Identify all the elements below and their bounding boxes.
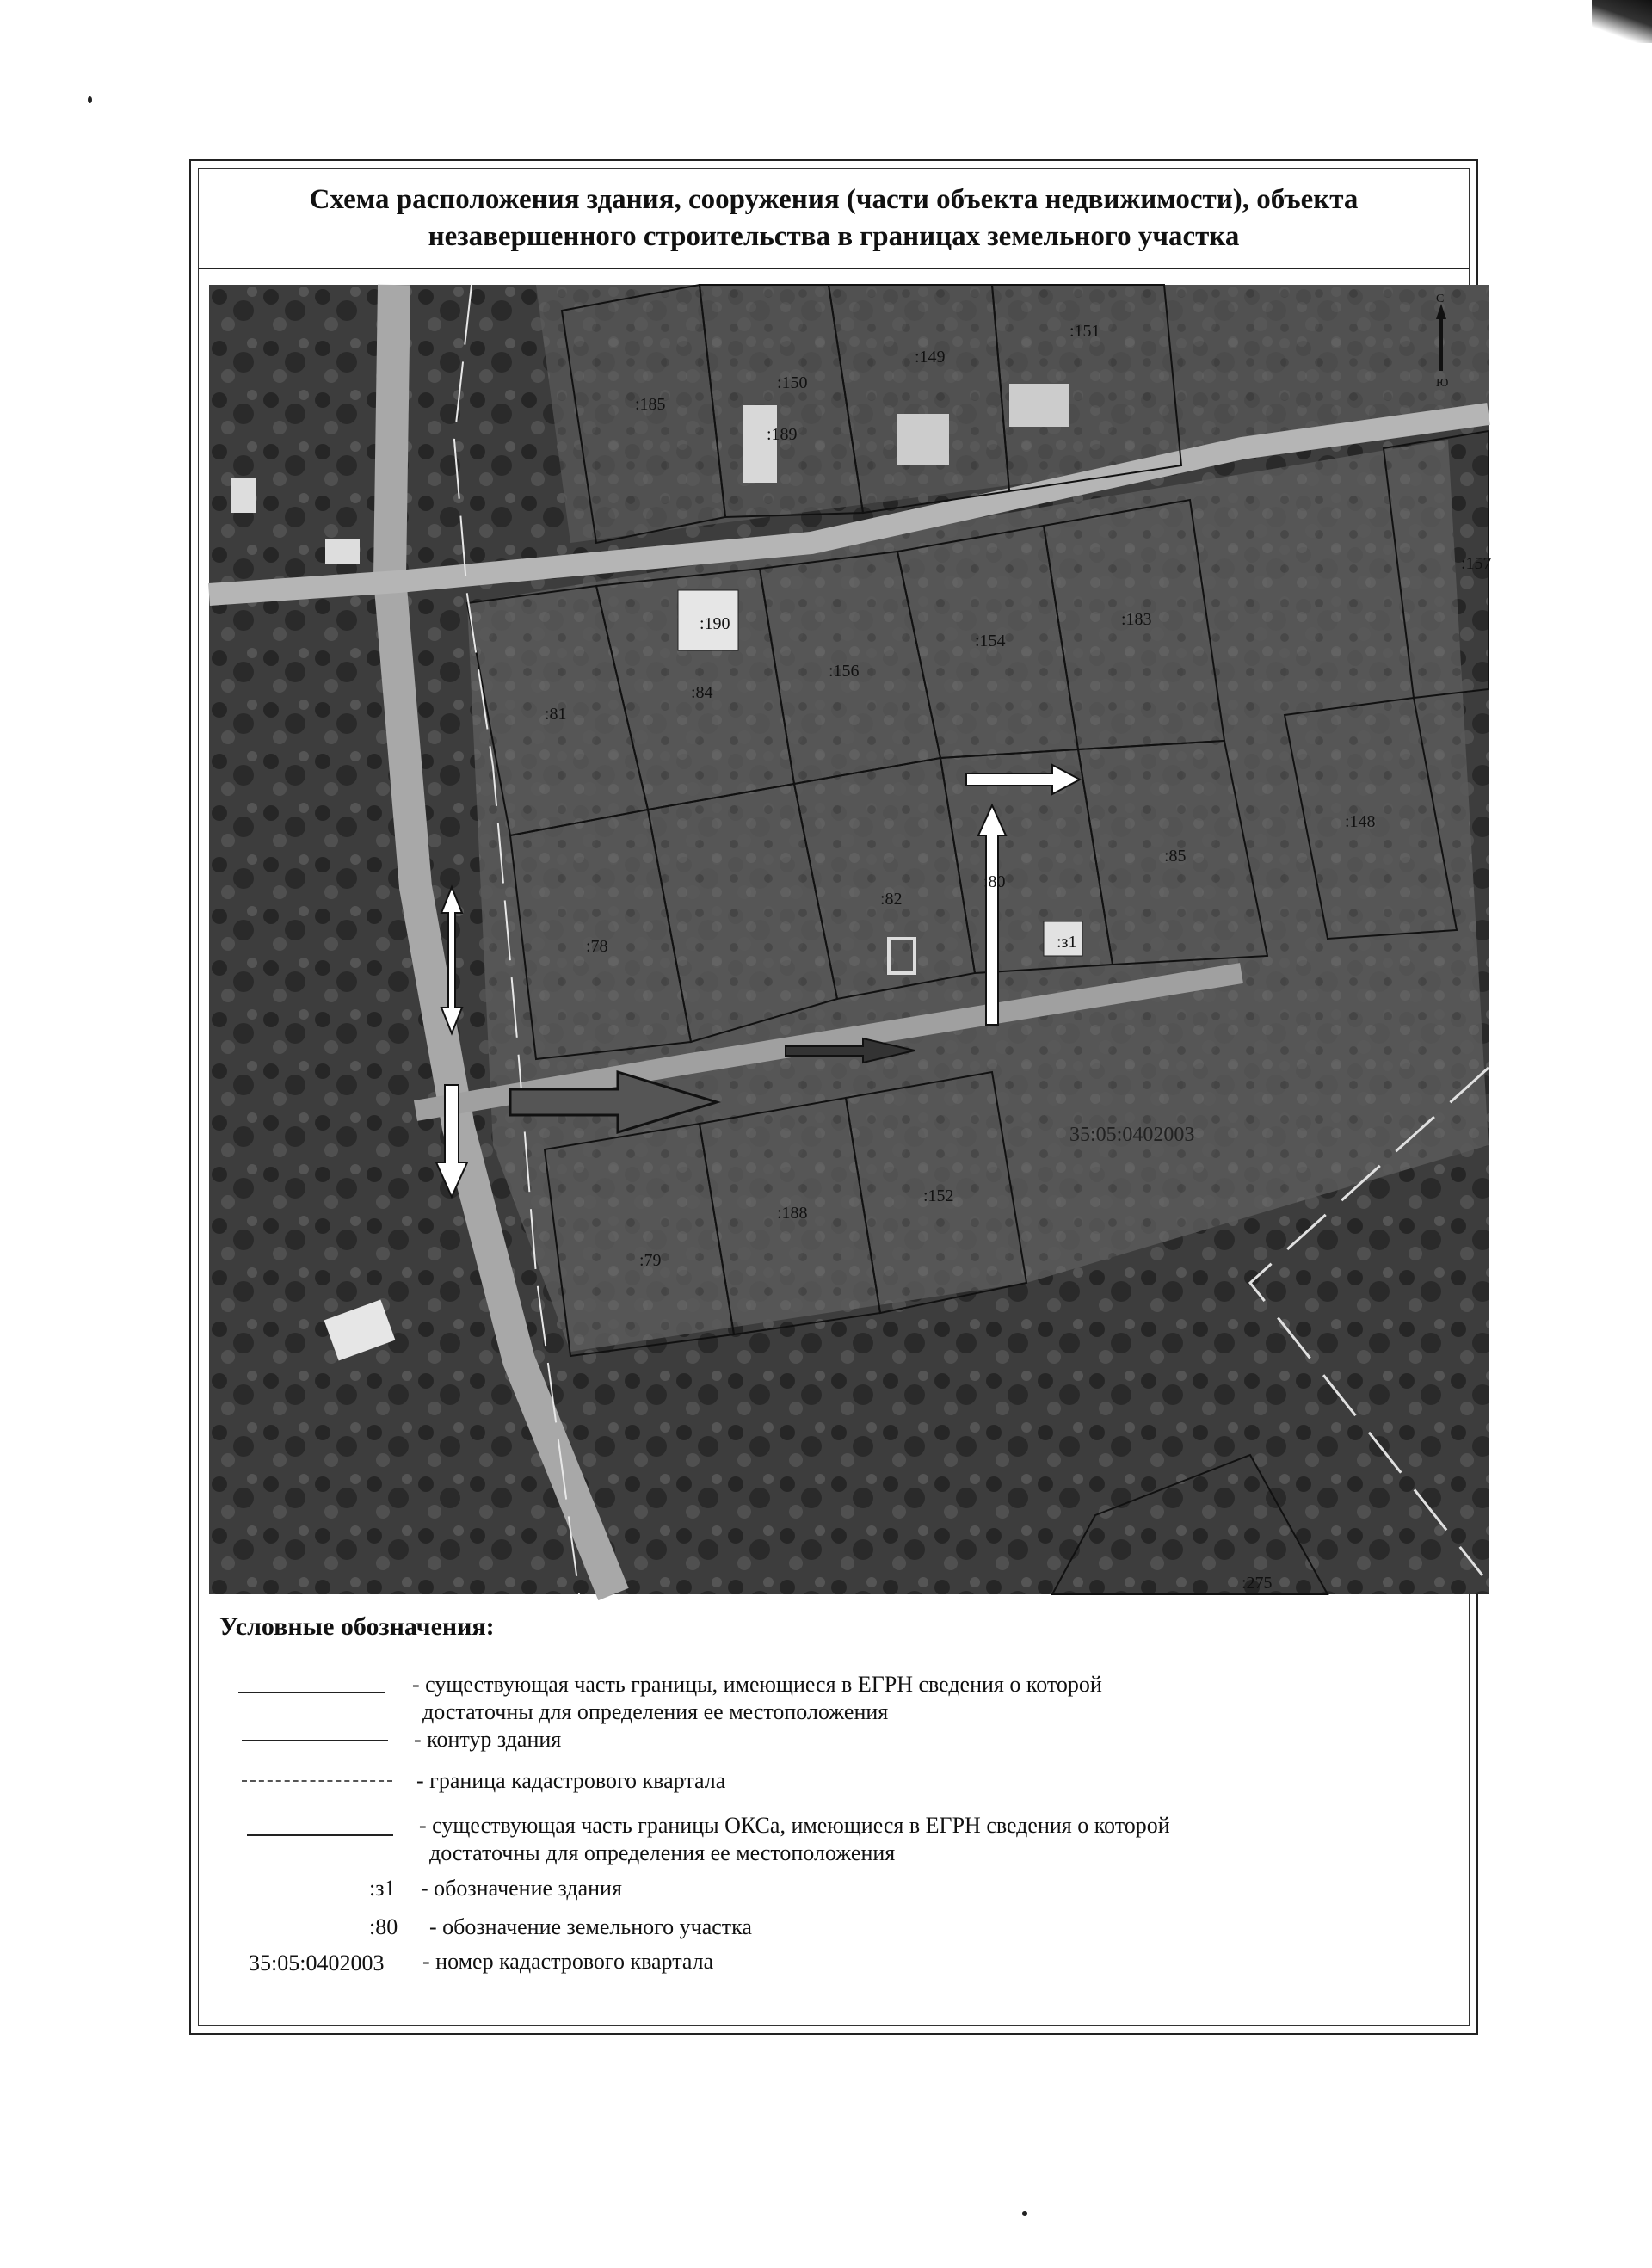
parcel-label: :154 xyxy=(975,632,1006,650)
building xyxy=(1009,384,1069,427)
legend-text: - контур здания xyxy=(414,1727,562,1752)
parcel-label: :275 xyxy=(1242,1574,1273,1593)
legend-item xyxy=(416,1767,725,1795)
legend-item xyxy=(414,1726,561,1753)
parcel-label: :156 xyxy=(829,662,860,681)
parcel-label: :152 xyxy=(923,1186,954,1205)
cadastral-sheet xyxy=(189,159,1492,2035)
page-title: Схема расположения здания, сооружения (части объекта недвижимости), объекта незавершенного строительства в границах земельного участка xyxy=(309,183,1359,252)
parcel-label: :85 xyxy=(1164,847,1187,866)
parcel-label: :84 xyxy=(691,683,713,702)
legend-text-cont: достаточны для определения ее местоположения xyxy=(422,1699,889,1724)
legend-text: - существующая часть границы ОКСа, имеющиеся в ЕГРН сведения о которой xyxy=(419,1813,1170,1838)
legend-text: - номер кадастрового квартала xyxy=(422,1949,714,1974)
building xyxy=(743,405,777,483)
parcel-label: :82 xyxy=(880,890,903,909)
legend-text-cont: достаточны для определения ее местоположения xyxy=(429,1840,896,1865)
parcel-label: :81 xyxy=(545,705,567,724)
legend-symbol-building-label: :з1 xyxy=(369,1876,396,1901)
parcel-label: :150 xyxy=(777,373,808,392)
parcel-label: :78 xyxy=(586,937,608,956)
legend-item xyxy=(429,1914,752,1941)
building-label: :з1 xyxy=(1057,933,1077,952)
legend-text: - обозначение здания xyxy=(421,1876,622,1901)
scan-dot xyxy=(88,96,92,103)
legend-symbol-oks-boundary xyxy=(247,1834,393,1836)
quarter-number-label: 35:05:0402003 xyxy=(1069,1124,1195,1146)
building xyxy=(325,539,360,564)
sheet-frame xyxy=(198,168,1492,2026)
parcel-label: :188 xyxy=(777,1204,808,1223)
parcel-label: :189 xyxy=(767,425,798,444)
legend-item xyxy=(419,1812,1170,1867)
scan-corner-shadow xyxy=(1592,0,1652,43)
building xyxy=(897,414,949,465)
legend-symbol-boundary xyxy=(238,1692,385,1693)
building xyxy=(231,478,256,513)
parcel-label: :183 xyxy=(1121,610,1152,629)
legend-text: - граница кадастрового квартала xyxy=(416,1768,726,1793)
parcel-label: :148 xyxy=(1345,812,1376,831)
scan-dot xyxy=(1022,2211,1027,2216)
legend-symbol-building-outline xyxy=(242,1740,388,1741)
parcel-label: :151 xyxy=(1069,322,1100,341)
legend-symbol-quarter-number: 35:05:0402003 xyxy=(249,1951,385,1975)
legend-text: - обозначение земельного участка xyxy=(429,1914,752,1939)
legend xyxy=(214,1612,1460,2017)
legend-symbol-parcel-label: :80 xyxy=(369,1914,398,1939)
compass-north: С xyxy=(1436,293,1445,305)
legend-text: - существующая часть границы, имеющиеся в ЕГРН сведения о которой xyxy=(412,1672,1102,1697)
parcel-label: :149 xyxy=(915,348,946,367)
compass-south: Ю xyxy=(1436,377,1449,390)
legend-heading: Условные обозначения: xyxy=(219,1612,495,1641)
parcel-label: :80 xyxy=(983,872,1006,891)
aerial-map xyxy=(209,285,1492,1594)
parcel-label: :185 xyxy=(635,395,666,414)
parcel-label: :190 xyxy=(700,614,730,633)
legend-item xyxy=(412,1671,1102,1726)
title-box xyxy=(199,169,1469,269)
legend-item xyxy=(422,1948,713,1975)
legend-symbol-quarter-boundary xyxy=(242,1780,392,1782)
legend-item xyxy=(421,1875,622,1902)
parcel-label: :79 xyxy=(639,1251,662,1270)
map-svg xyxy=(209,285,1492,1594)
parcel-label: :157 xyxy=(1461,554,1492,573)
